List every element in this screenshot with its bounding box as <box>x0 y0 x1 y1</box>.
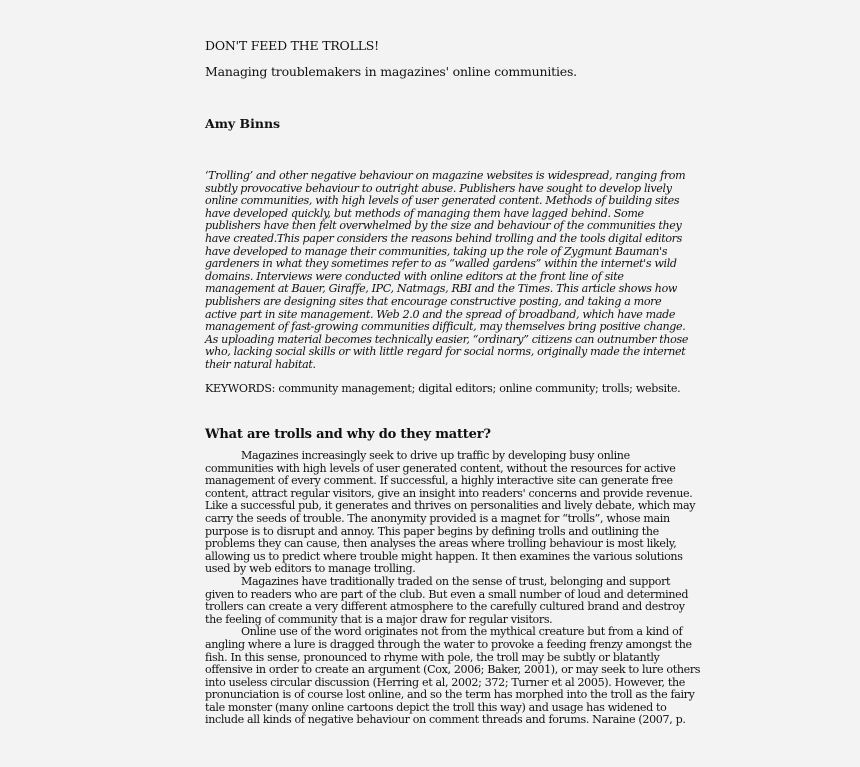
body-line: communities with high levels of user generated content, without the resources for active <box>205 461 676 475</box>
abstract-line: their natural habitat. <box>205 357 316 371</box>
body-line: carry the seeds of trouble. The anonymity provided is a magnet for “trolls”, whose main <box>205 511 670 525</box>
abstract-line: gardeners in what they sometimes refer to as “walled gardens” within the internet's wild <box>205 257 677 271</box>
paper-subtitle: Managing troublemakers in magazines' online communities. <box>205 64 577 79</box>
abstract-line: publishers are designing sites that encourage constructive posting, and taking a more <box>205 294 662 308</box>
abstract-line: management of fast-growing communities difficult, may themselves bring positive change. <box>205 320 686 334</box>
body-line: used by web editors to manage trolling. <box>205 562 416 576</box>
abstract-line: who, lacking social skills or with little regard for social norms, originally made the internet <box>205 345 686 359</box>
abstract-line: active part in site management. Web 2.0 and the spread of broadband, which have made <box>205 307 676 321</box>
abstract-line: subtly provocative behaviour to outright abuse. Publishers have sought to develop lively <box>205 181 672 195</box>
abstract-line: As uploading material becomes technically easier, “ordinary” citizens can outnumber those <box>205 332 689 346</box>
body-line: purpose is to disrupt and annoy. This paper begins by defining trolls and outlining the <box>205 524 659 538</box>
section-heading: What are trolls and why do they matter? <box>205 427 491 442</box>
body-line: given to readers who are part of the club. But even a small number of loud and determined <box>205 587 689 601</box>
abstract-line: publishers have then felt overwhelmed by the size and behaviour of the communities they <box>205 219 682 233</box>
body-line: trollers can create a very different atmosphere to the carefully cultured brand and destroy <box>205 600 685 614</box>
body-line: Magazines increasingly seek to drive up traffic by developing busy online <box>241 449 630 462</box>
body-line: Online use of the word originates not from the mythical creature but from a kind of <box>241 625 683 639</box>
body-line: tale monster (many online cartoons depict the troll this way) and usage has widened to <box>205 700 667 714</box>
body-line: pronunciation is of course lost online, and so the term has morphed into the troll as the fairy <box>205 688 695 702</box>
abstract-line: online communities, with high levels of user generated content. Methods of building sites <box>205 194 680 208</box>
abstract-line: have developed to manage their communities, taking up the role of Zygmunt Bauman's <box>205 244 668 258</box>
author-name: Amy Binns <box>205 116 281 131</box>
body-line: content, attract regular visitors, give an insight into readers' concerns and provide revenue. <box>205 486 693 500</box>
abstract-line: have created.This paper considers the reasons behind trolling and the tools digital editors <box>205 231 682 245</box>
body-line: fish. In this sense, pronounced to rhyme with pole, the troll may be subtly or blatantly <box>205 650 660 664</box>
body-line: include all kinds of negative behaviour on comment threads and forums. Naraine (2007, p. <box>205 713 686 727</box>
body-line: angling where a lure is dragged through the water to provoke a feeding frenzy amongst the <box>205 637 692 651</box>
abstract-line: management at Bauer, Giraffe, IPC, Natmags, RBI and the Times. This article shows how <box>205 282 678 296</box>
keywords: KEYWORDS: community management; digital editors; online community; trolls; website. <box>205 382 681 395</box>
abstract-line: have developed quickly, but methods of managing them have lagged behind. Some <box>205 206 644 220</box>
body-line: the feeling of community that is a major draw for regular visitors. <box>205 612 553 626</box>
body-line: management of every comment. If successful, a highly interactive site can generate free <box>205 474 673 488</box>
body-line: Like a successful pub, it generates and thrives on personalities and lively debate, which may <box>205 499 696 513</box>
body-line: allowing us to predict where trouble might happen. It then examines the various solutions <box>205 549 683 563</box>
abstract-line: domains. Interviews were conducted with online editors at the front line of site <box>205 269 624 283</box>
paper-title: DON'T FEED THE TROLLS! <box>205 38 379 53</box>
body-text <box>205 449 701 727</box>
body-line: problems they can cause, then analyses the areas where trolling behaviour is most likely, <box>205 537 677 551</box>
body-line: offensive in order to create an argument (Cox, 2006; Baker, 2001), or may seek to lure others <box>205 663 701 677</box>
abstract-line: ‘Trolling’ and other negative behaviour on magazine websites is widespread, ranging from <box>205 169 686 182</box>
body-line: into useless circular discussion (Herring et al, 2002; 372; Turner et al 2005). However, the <box>205 675 685 689</box>
body-line: Magazines have traditionally traded on the sense of trust, belonging and support <box>241 574 671 588</box>
abstract <box>205 169 689 372</box>
